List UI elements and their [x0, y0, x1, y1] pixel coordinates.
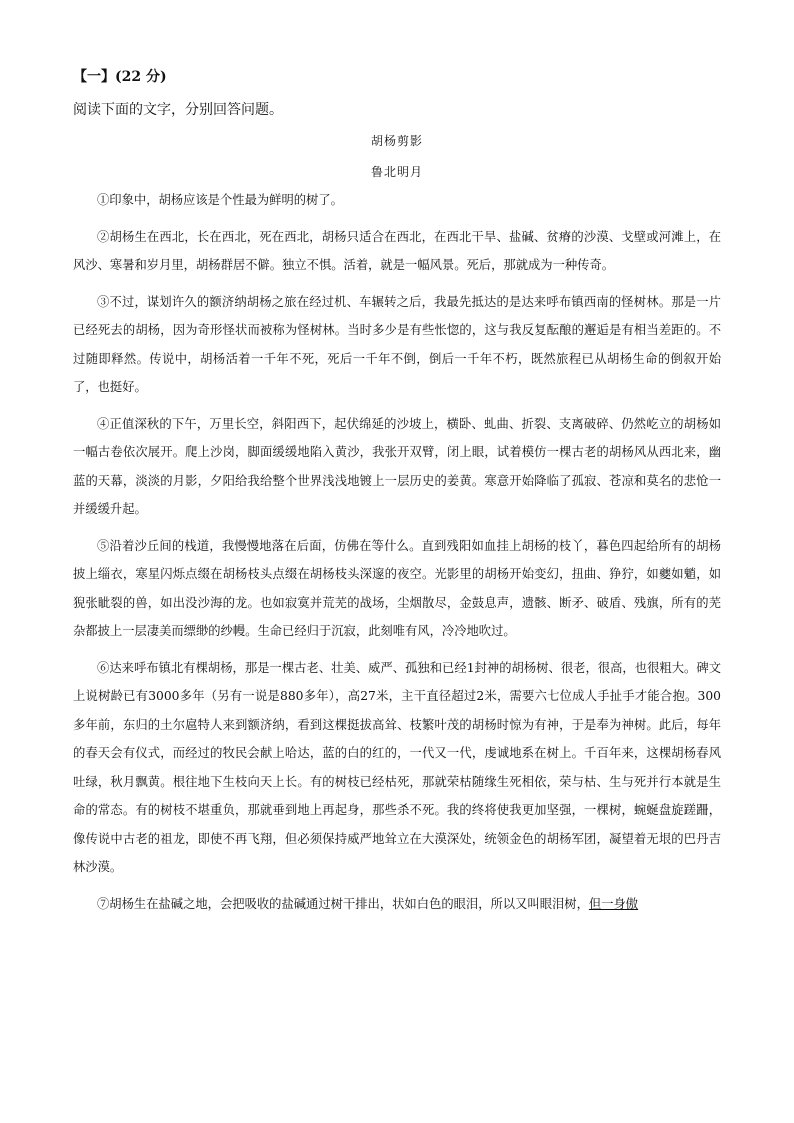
paragraph-7	[73, 890, 721, 919]
paragraph-7-underlined-text: 但一身傲	[588, 896, 639, 911]
paragraph-1: ①印象中，胡杨应该是个性最为鲜明的树了。	[97, 193, 343, 207]
paragraph-4: ④正值深秋的下午，万里长空，斜阳西下，起伏绵延的沙坡上，横卧、虬曲、折裂、支离破碎、仍然屹立的胡杨如一幅古卷依次展开。爬上沙岗，脚面缓缓地陷入黄沙，我张开双臂，闭上眼，试着模仿一棵古老的胡杨风从西北来，幽蓝的天幕，淡淡的月影，夕阳给我给整个世界浅浅地镀上一层历史的姜黄。寒意开始降临了孤寂、苍凉和莫名的悲怆一并缓缓升起。	[73, 416, 721, 516]
paragraph-2: ②胡杨生在西北，长在西北，死在西北，胡杨只适合在西北，在西北干旱、盐碱、贫瘠的沙漠、戈壁或河滩上，在风沙、寒暑和岁月里，胡杨群居不僻。独立不惧。活着，就是一幅风景。死后，那就成为一种传奇。	[73, 229, 721, 272]
article-title: 胡杨剪影	[370, 134, 423, 148]
paragraph-5: ⑤沿着沙丘间的栈道，我慢慢地落在后面，仿佛在等什么。直到残阳如血挂上胡杨的枝丫，暮色四起给所有的胡杨披上缁衣，寒星闪烁点缀在胡杨枝头点缀在胡杨枝头深邃的夜空。光影里的胡杨开始变幻，扭曲、狰狞，如夔如魈，如猊张眦裂的兽，如出没沙海的龙。也如寂寞并荒芜的战场，尘烟散尽，金鼓息声，遗骸、断矛、破盾、残旗，所有的芜杂都披上一层凄美而缥缈的纱幔。生命已经归于沉寂，此刻唯有风，冷冷地吹过。	[73, 538, 721, 638]
article-author: 鲁北明月	[370, 165, 423, 179]
reading-instruction: 阅读下面的文字，分别回答问题。	[73, 102, 283, 118]
section-heading: 【一】(22 分)	[73, 69, 167, 85]
paragraph-3: ③不过，谋划许久的额济纳胡杨之旅在经过机、车辗转之后，我最先抵达的是达来呼布镇西南的怪树林。那是一片已经死去的胡杨，因为奇形怪状而被称为怪树林。当时多少是有些怅惚的，这与我反复酝酿的邂逅是有相当差距的。不过随即释然。传说中，胡杨活着一千年不死，死后一千年不倒，倒后一千年不朽，既然旅程已从胡杨生命的倒叙开始了，也挺好。	[73, 294, 721, 394]
paragraph-6: ⑥达来呼布镇北有棵胡杨，那是一棵古老、壮美、威严、孤独和已经1封神的胡杨树、很老，很高，也很粗大。碑文上说树龄已有3000多年（另有一说是880多年），高27米，主干直径超过2米，需要六七位成人手扯手才能合抱。300多年前，东归的土尔扈特人来到额济纳，看到这棵挺拔高耸、枝繁叶茂的胡杨时惊为有神，于是奉为神树。此后，每年的春天会有仪式，而经过的牧民会献上哈达，蓝的白的红的，一代又一代，虔诚地系在树上。千百年来，这棵胡杨春风吐绿，秋月飘黄。根往地下生枝向天上长。有的树枝已经枯死，那就荣枯随缘生死相依，荣与枯、生与死并行本就是生命的常态。有的树枝不堪重负，那就垂到地上再起身，那些杀不死。我的终将使我更加坚强，一棵树，蜿蜒盘旋蹉跚，像传说中古老的祖龙，即使不再飞翔，但必须保持威严地耸立在大漠深处，统领金色的胡杨军团，凝望着无垠的巴丹吉林沙漠。	[73, 660, 721, 874]
paragraph-7-text: ⑦胡杨生在盐碱之地，会把吸收的盐碱通过树干排出，状如白色的眼泪，所以又叫眼泪树，	[97, 896, 589, 911]
article-body	[73, 186, 721, 926]
